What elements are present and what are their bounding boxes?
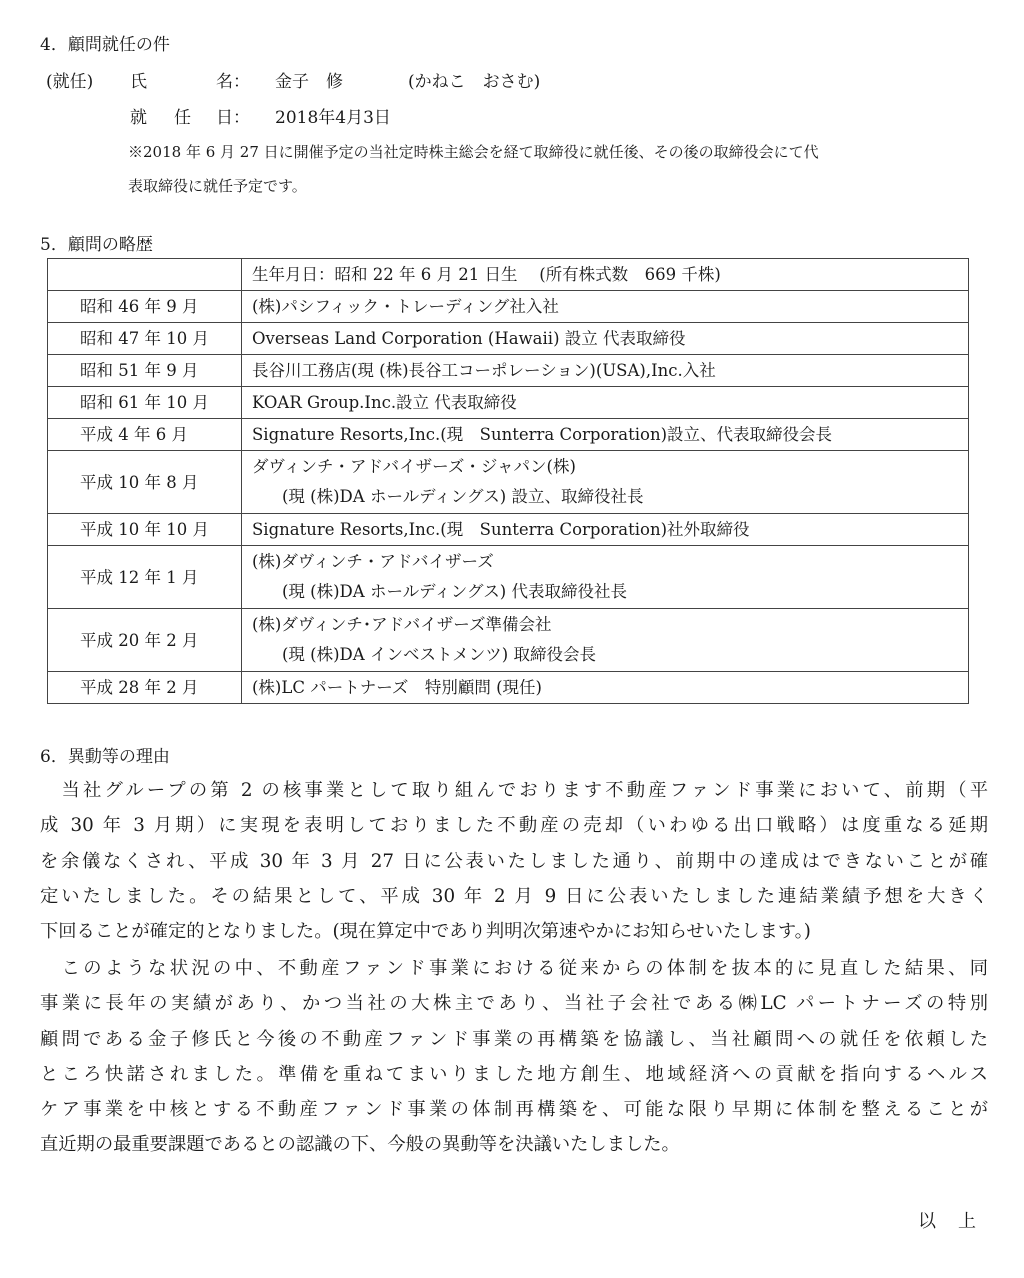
career-row bbox=[48, 546, 969, 609]
career-description-line: (現 (株)DA ホールディングス) 設立、取締役社長 bbox=[282, 487, 644, 506]
paragraph-line: 顧問である金子修氏と今後の不動産ファンド事業の再構築を協議し、当社顧問への就任を依頼した bbox=[40, 1028, 988, 1050]
career-date: 平成 4 年 6 月 bbox=[48, 419, 242, 451]
date-label-suffix: 日： bbox=[216, 108, 250, 128]
career-date: 平成 28 年 2 月 bbox=[48, 672, 242, 704]
header-date-cell bbox=[48, 259, 242, 291]
career-date: 平成 12 年 1 月 bbox=[48, 546, 242, 609]
career-description bbox=[242, 609, 969, 672]
paragraph-line: 当社グループの第 2 の核事業として取り組んでおります不動産ファンド事業において、前期（平 bbox=[40, 780, 988, 801]
section-6-heading: 6．異動等の理由 bbox=[40, 747, 170, 767]
paragraph-line: ところ快諾されました。準備を重ねてまいりました地方創生、地域経済への貢献を指向するヘルス bbox=[40, 1063, 988, 1085]
paragraph-line: 直近期の最重要課題であるとの認識の下、今般の異動等を決議いたしました。 bbox=[40, 1134, 680, 1156]
career-header-row bbox=[48, 259, 969, 291]
appointment-label: (就任) bbox=[46, 72, 94, 92]
paragraph-line: 成 30 年 3 月期）に実現を表明しておりました不動産の売却（いわゆる出口戦略）は度重なる延期 bbox=[40, 815, 988, 837]
career-description: (株)パシフィック・トレーディング社入社 bbox=[242, 291, 969, 323]
reason-paragraph-1 bbox=[40, 773, 988, 949]
career-description: Overseas Land Corporation (Hawaii) 設立 代表取締役 bbox=[242, 323, 969, 355]
section-5-heading: 5．顧問の略歴 bbox=[40, 235, 153, 255]
paragraph-line: を余儀なくされ、平成 30 年 3 月 27 日に公表いたしました通り、前期中の達成はできないことが確 bbox=[40, 850, 988, 872]
name-label-suffix: 名： bbox=[216, 72, 250, 92]
career-row bbox=[48, 672, 969, 704]
career-date: 昭和 47 年 10 月 bbox=[48, 323, 242, 355]
note-text-continued: 表取締役に就任予定です。 bbox=[128, 177, 307, 195]
name-value: 金子 修 bbox=[275, 72, 343, 92]
career-table bbox=[47, 258, 969, 704]
career-description bbox=[242, 451, 969, 514]
closing-mark: 以上 bbox=[918, 1211, 998, 1232]
career-row bbox=[48, 323, 969, 355]
career-row bbox=[48, 419, 969, 451]
name-label: 氏 bbox=[130, 72, 147, 92]
career-description: Signature Resorts,Inc.(現 Sunterra Corporation)設立、代表取締役会長 bbox=[242, 419, 969, 451]
career-date: 平成 10 年 10 月 bbox=[48, 514, 242, 546]
name-kana: (かねこ おさむ) bbox=[408, 72, 541, 92]
paragraph-line: ケア事業を中核とする不動産ファンド事業の体制再構築を、可能な限り早期に体制を整えることが bbox=[40, 1099, 988, 1121]
paragraph-line: 事業に長年の実績があり、かつ当社の大株主であり、当社子会社である㈱LC パートナーズの特別 bbox=[40, 993, 988, 1015]
career-row bbox=[48, 609, 969, 672]
career-description-line: ダヴィンチ・アドバイザーズ・ジャパン(株) bbox=[252, 457, 576, 476]
career-row bbox=[48, 355, 969, 387]
career-row bbox=[48, 514, 969, 546]
career-date: 昭和 51 年 9 月 bbox=[48, 355, 242, 387]
paragraph-line: 定いたしました。その結果として、平成 30 年 2 月 9 日に公表いたしました連結業績予想を大きく bbox=[40, 885, 988, 907]
career-description-line: (株)ダヴィンチ・アドバイザーズ bbox=[252, 552, 494, 571]
career-row bbox=[48, 387, 969, 419]
career-description: (株)LC パートナーズ 特別顧問 (現任) bbox=[242, 672, 969, 704]
appointment-date: 2018年4月3日 bbox=[275, 108, 391, 128]
paragraph-line: 下回ることが確定的となりました。(現在算定中であり判明次第速やかにお知らせいたします。) bbox=[40, 921, 811, 943]
career-description: 長谷川工務店(現 (株)長谷工コーポレーション)(USA),Inc.入社 bbox=[242, 355, 969, 387]
career-date: 平成 10 年 8 月 bbox=[48, 451, 242, 514]
career-date: 昭和 46 年 9 月 bbox=[48, 291, 242, 323]
date-label: 就 bbox=[130, 108, 147, 128]
career-description-line: (現 (株)DA インベストメンツ) 取締役会長 bbox=[282, 645, 596, 664]
birth-info-cell: 生年月日：昭和 22 年 6 月 21 日生 (所有株式数 669 千株) bbox=[242, 259, 969, 291]
career-row bbox=[48, 451, 969, 514]
career-date: 昭和 61 年 10 月 bbox=[48, 387, 242, 419]
note-text: ※2018 年 6 月 27 日に開催予定の当社定時株主総会を経て取締役に就任後、その後の取締役会にて代 bbox=[128, 143, 819, 161]
date-label-mid: 任 bbox=[174, 108, 191, 128]
career-date: 平成 20 年 2 月 bbox=[48, 609, 242, 672]
career-description-line: (株)ダヴィンチ･アドバイザーズ準備会社 bbox=[252, 615, 552, 634]
reason-paragraph-2 bbox=[40, 951, 988, 1163]
career-description bbox=[242, 546, 969, 609]
career-description: KOAR Group.Inc.設立 代表取締役 bbox=[242, 387, 969, 419]
career-row bbox=[48, 291, 969, 323]
section-4-heading: 4．顧問就任の件 bbox=[40, 35, 170, 55]
career-description-line: (現 (株)DA ホールディングス) 代表取締役社長 bbox=[282, 582, 627, 601]
paragraph-line: このような状況の中、不動産ファンド事業における従来からの体制を抜本的に見直した結果、同 bbox=[40, 958, 988, 979]
career-description: Signature Resorts,Inc.(現 Sunterra Corporation)社外取締役 bbox=[242, 514, 969, 546]
